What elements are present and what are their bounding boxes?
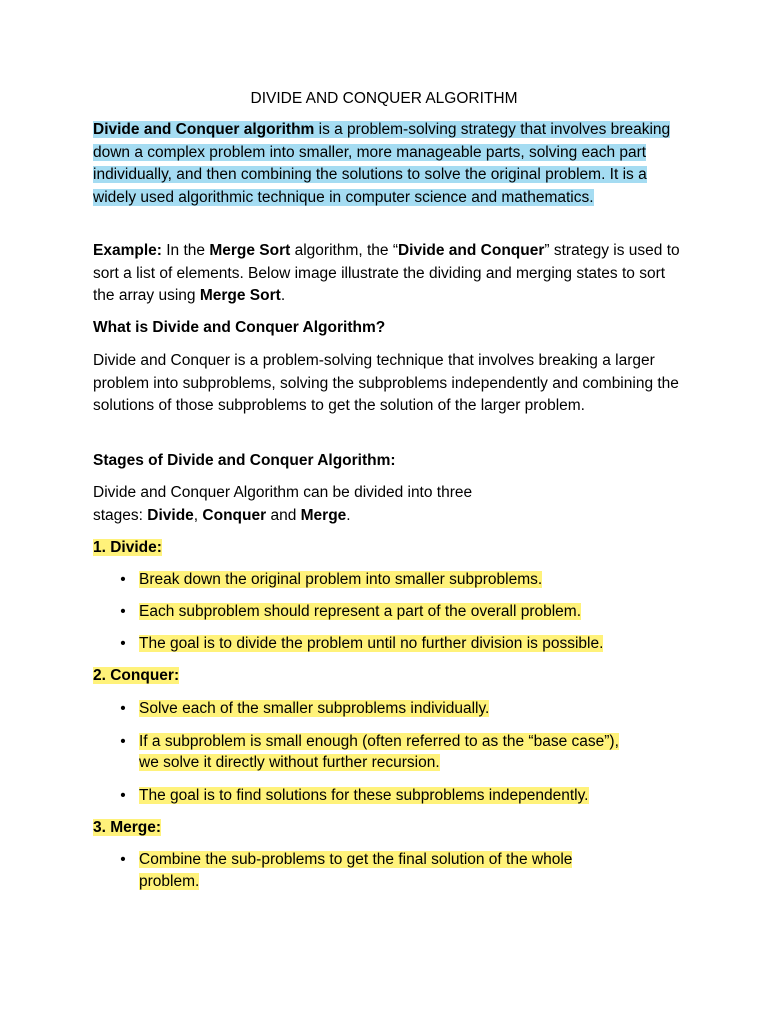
- bullet-icon: •: [120, 787, 126, 804]
- bullet-text: Break down the original problem into smaller subproblems.: [139, 571, 543, 588]
- bullet-icon: •: [120, 851, 126, 868]
- bullet-text: we solve it directly without further recursion.: [139, 754, 440, 771]
- example-bold-divide-conquer: Divide and Conquer: [397, 242, 545, 259]
- stages-bold-conquer: Conquer: [202, 506, 267, 524]
- stages-bold-divide: Divide: [147, 506, 194, 524]
- what-heading-text: What is Divide and Conquer Algorithm?: [93, 319, 386, 336]
- bullet-text: problem.: [139, 873, 200, 890]
- bullet-text: Combine the sub-problems to get the final solution of the whole: [139, 851, 573, 868]
- stages-text-2: stages:: [93, 506, 148, 524]
- section-conquer-heading: [93, 665, 683, 688]
- example-text-2: algorithm, the “: [290, 242, 398, 259]
- what-heading: [93, 317, 683, 340]
- stages-heading-text: Stages of Divide and Conquer Algorithm:: [93, 452, 396, 469]
- bullet-icon: •: [120, 571, 126, 588]
- bullet-icon: •: [120, 733, 126, 750]
- bullet-text: Each subproblem should represent a part of the overall problem.: [139, 603, 581, 620]
- bullet-text: The goal is to divide the problem until no further division is possible.: [139, 635, 604, 652]
- example-bold-merge-sort-2: Merge Sort: [199, 287, 281, 304]
- intro-paragraph: [93, 119, 683, 209]
- bullet-icon: •: [120, 635, 126, 652]
- stages-text-3: ,: [193, 506, 203, 524]
- example-text-1: In the: [161, 242, 210, 259]
- stages-text-4: and: [266, 506, 301, 524]
- bullet-text: If a subproblem is small enough (often referred to as the “base case”),: [139, 733, 619, 750]
- bullet-text: Solve each of the smaller subproblems individually.: [139, 700, 490, 717]
- bullet-icon: •: [120, 603, 126, 620]
- example-label: Example:: [93, 242, 162, 259]
- what-paragraph: Divide and Conquer is a problem-solving technique that involves breaking a larger problem into subproblems, solving the subproblems independently and combining the solutions of those subproblems to get the solution of the larger problem.: [93, 352, 679, 414]
- section-conquer-heading-text: 2. Conquer:: [93, 667, 180, 684]
- section-merge-heading-text: 3. Merge:: [93, 819, 162, 836]
- stages-bold-merge: Merge: [300, 506, 347, 524]
- intro-highlight: [93, 121, 670, 206]
- intro-text: is a problem-solving strategy that involves breaking down a complex problem into smaller, more manageable parts, solving each part individually, and then combining the solutions to solve the original problem. It is a widely used algorithmic technique in computer science and mathematics.: [93, 121, 671, 206]
- stages-text-1: Divide and Conquer Algorithm can be divided into three: [93, 484, 473, 501]
- example-text-3: ” strategy is used to sort a list of elements. Below image illustrate the dividing and merging states to sort the array using: [93, 242, 680, 304]
- section-divide-heading-text: 1. Divide:: [93, 539, 162, 556]
- section-divide-heading: [93, 537, 683, 560]
- example-bold-merge-sort: Merge Sort: [209, 242, 291, 259]
- bullet-text: The goal is to find solutions for these subproblems independently.: [139, 787, 589, 804]
- stages-paragraph: [93, 482, 683, 527]
- stages-heading: [93, 450, 683, 473]
- stages-text-5: .: [346, 506, 351, 524]
- bullet-icon: •: [120, 700, 126, 717]
- intro-bold-term: Divide and Conquer algorithm: [93, 121, 315, 138]
- page-title: DIVIDE AND CONQUER ALGORITHM: [250, 90, 518, 107]
- section-merge-heading: [93, 817, 683, 840]
- example-paragraph: [93, 240, 683, 308]
- example-text-4: .: [280, 287, 286, 304]
